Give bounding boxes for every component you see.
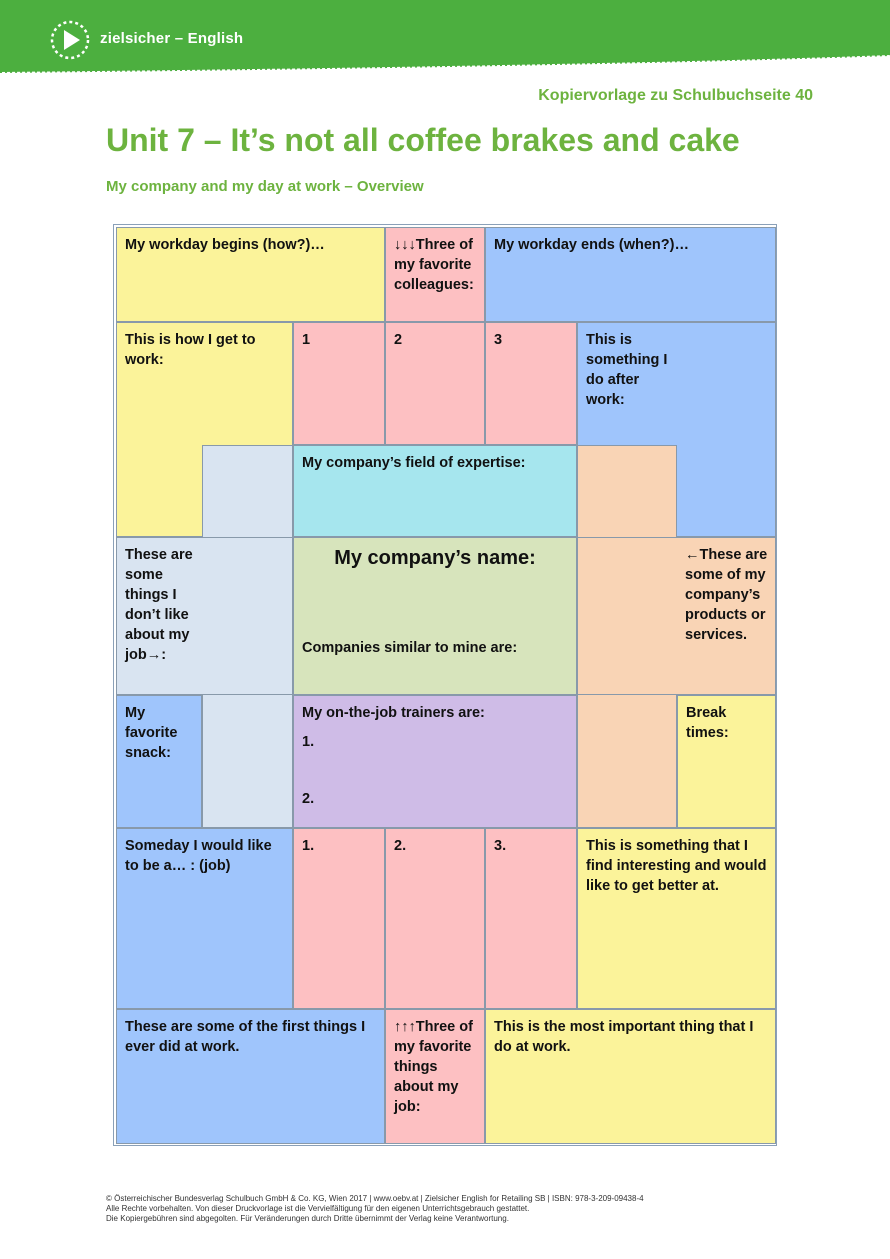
footer-line-2: Alle Rechte vorbehalten. Von dieser Druckvorlage ist die Vervielfältigung für den eigenen Unterrichtsgebrauch gestattet. <box>106 1204 530 1213</box>
page-subtitle: My company and my day at work – Overview <box>106 178 424 195</box>
overview-grid <box>113 224 777 1146</box>
cell-field-of-expertise[interactable]: My company’s field of expertise: <box>293 445 577 537</box>
cell-three-colleagues[interactable]: ↓↓↓Three of my favorite colleagues: <box>385 227 485 322</box>
cell-colleague-3[interactable]: 3 <box>485 322 577 445</box>
footer-line-1: © Österreichischer Bundesverlag Schulbuch GmbH & Co. KG, Wien 2017 | www.oebv.at | Zielsicher English for Retailing SB | ISBN: 978-3-209-09438-4 <box>106 1194 644 1203</box>
cell-favorite-snack[interactable]: My favorite snack: <box>116 695 202 828</box>
cell-colleague-2[interactable]: 2 <box>385 322 485 445</box>
cell-workday-ends[interactable]: My workday ends (when?)… <box>485 227 776 322</box>
worksheet-reference: Kopiervorlage zu Schulbuchseite 40 <box>538 87 813 104</box>
trainer-2-label: 2. <box>302 791 315 807</box>
products-label: ←These are some of my company’s products or services. <box>685 547 768 643</box>
trainers-label: My on-the-job trainers are: <box>302 705 485 721</box>
brand-name: zielsicher – English <box>100 30 244 47</box>
footer-line-3: Die Kopiergebühren sind abgegolten. Für Veränderungen durch Dritte übernimmt der Verlag keine Verantwortung. <box>106 1214 509 1223</box>
cell-colleague-1[interactable]: 1 <box>293 322 385 445</box>
cell-someday-job[interactable]: Someday I would like to be a… : (job) <box>116 828 293 1009</box>
after-work-label: This is something I do after work: <box>586 332 668 408</box>
cell-interesting[interactable]: This is something that I find interesting and would like to get better at. <box>577 828 776 1009</box>
cell-get-to-work[interactable]: This is how I get to work: <box>116 322 293 537</box>
cell-dont-like[interactable] <box>116 537 293 695</box>
cell-first-things[interactable]: These are some of the first things I ever did at work. <box>116 1009 385 1144</box>
cell-workday-begins[interactable]: My workday begins (how?)… <box>116 227 385 322</box>
cell-company-name[interactable] <box>293 537 577 695</box>
cell-products[interactable] <box>577 537 776 695</box>
cell-break-times[interactable]: Break times: <box>677 695 776 828</box>
cell-most-important[interactable]: This is the most important thing that I do at work. <box>485 1009 776 1144</box>
cell-thing-1[interactable]: 1. <box>293 828 385 1009</box>
cell-three-things[interactable]: ↑↑↑Three of my favorite things about my job: <box>385 1009 485 1144</box>
dont-like-label: These are some things I don’t like about my job→: <box>125 547 193 663</box>
similar-companies-label: Companies similar to mine are: <box>302 640 518 656</box>
cell-thing-2[interactable]: 2. <box>385 828 485 1009</box>
cell-thing-3[interactable]: 3. <box>485 828 577 1009</box>
cell-trainers[interactable] <box>293 695 577 828</box>
company-name-label: My company’s name: <box>334 547 536 569</box>
page-title: Unit 7 – It’s not all coffee brakes and cake <box>106 122 740 158</box>
trainer-1-label: 1. <box>302 734 315 750</box>
footer-copyright <box>106 1194 644 1224</box>
